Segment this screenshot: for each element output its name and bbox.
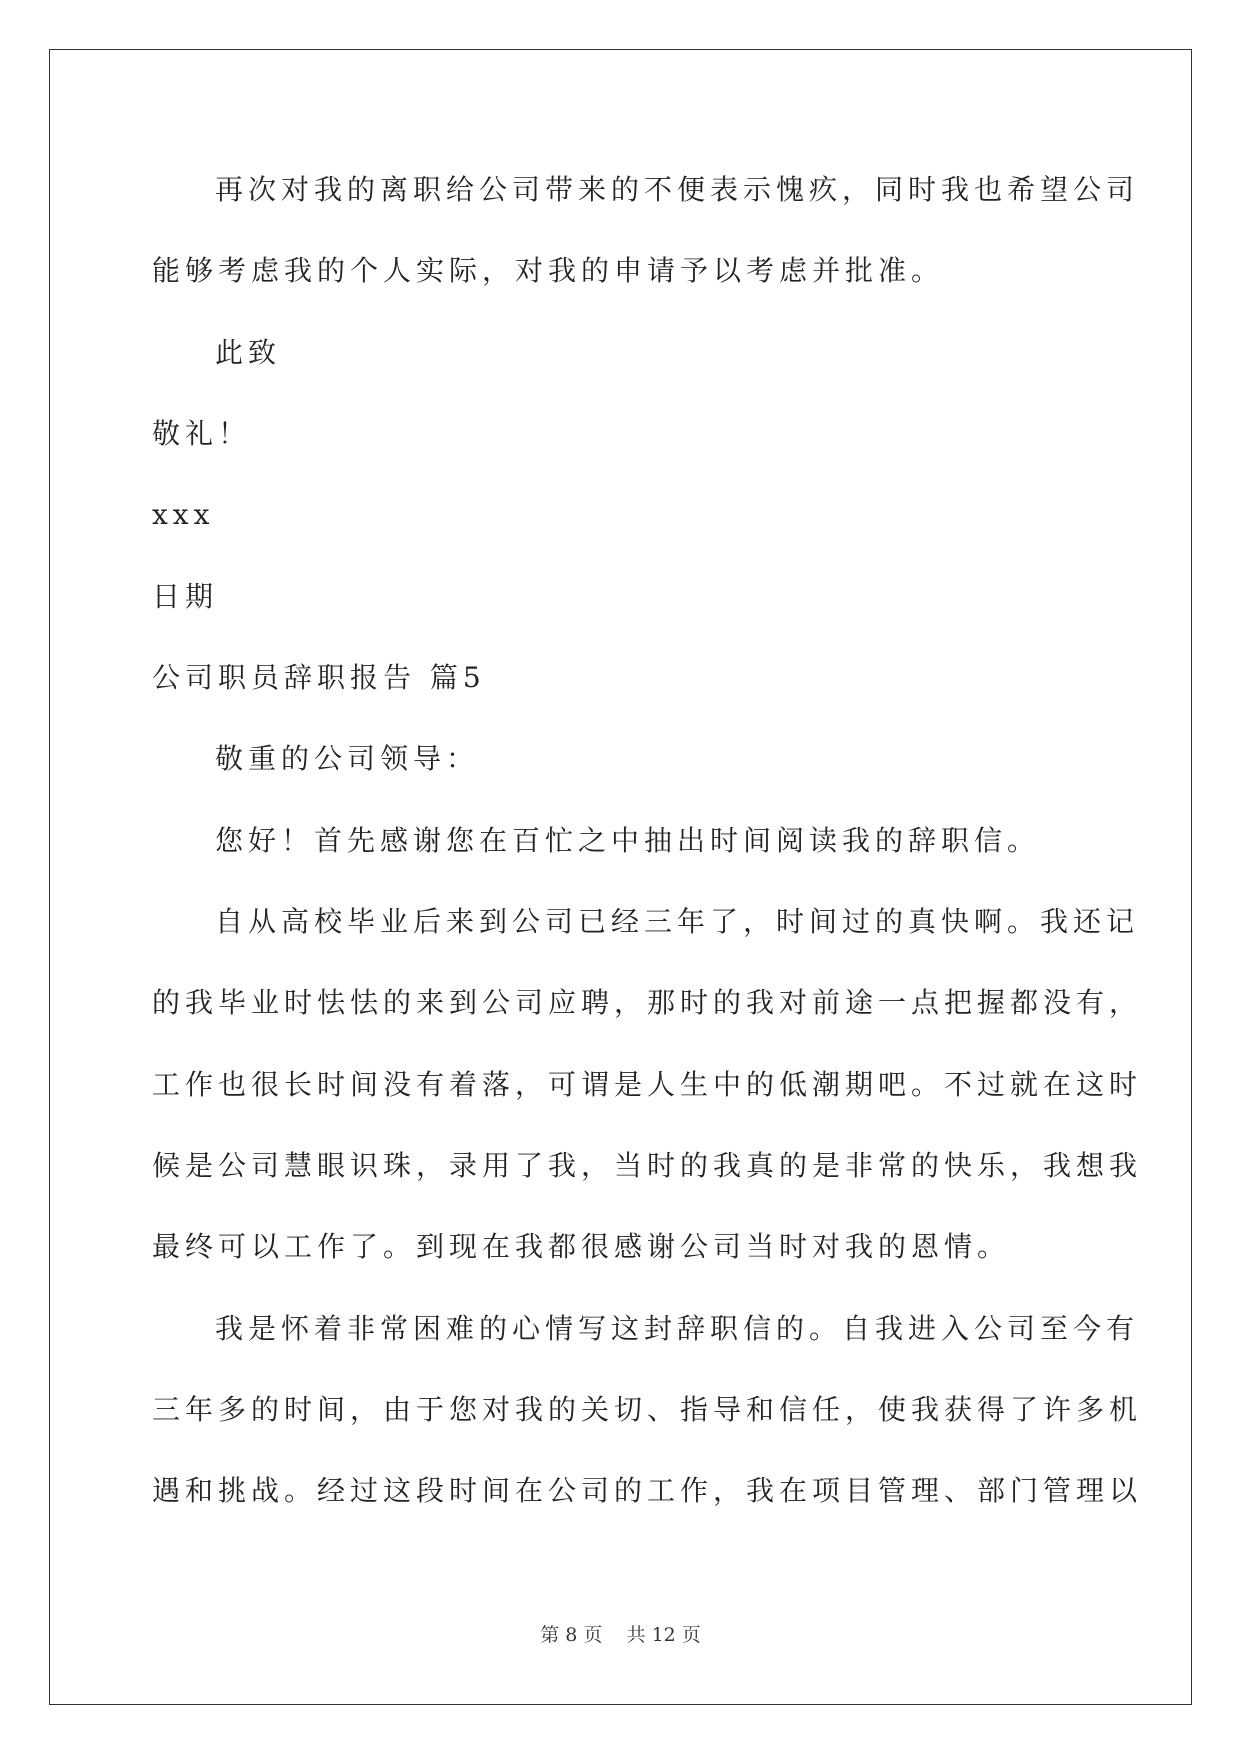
page-border: [49, 49, 1192, 1705]
paragraph-line: 我是怀着非常困难的心情写这封辞职信的。自我进入公司至今有: [215, 1312, 1140, 1345]
closing-regards: 敬礼！: [152, 417, 252, 450]
paragraph-line: 工作也很长时间没有着落，可谓是人生中的低潮期吧。不过就在这时: [152, 1068, 1143, 1101]
signature-name: xxx: [152, 498, 215, 531]
paragraph-line: 三年多的时间，由于您对我的关切、指导和信任，使我获得了许多机: [152, 1393, 1143, 1426]
page-number-footer: 第 8 页 共 12 页: [540, 1624, 701, 1646]
paragraph-line: 自从高校毕业后来到公司已经三年了，时间过的真快啊。我还记: [215, 905, 1140, 938]
paragraph-line: 您好！首先感谢您在百忙之中抽出时间阅读我的辞职信。: [215, 824, 1041, 857]
paragraph-line: 候是公司慧眼识珠，录用了我，当时的我真的是非常的快乐，我想我: [152, 1149, 1143, 1182]
letter-greeting: 敬重的公司领导：: [215, 742, 480, 775]
paragraph-line: 再次对我的离职给公司带来的不便表示愧疚，同时我也希望公司: [215, 173, 1140, 206]
paragraph-line: 能够考虑我的个人实际，对我的申请予以考虑并批准。: [152, 254, 945, 287]
signature-date: 日期: [152, 580, 219, 613]
paragraph-line: 的我毕业时怯怯的来到公司应聘，那时的我对前途一点把握都没有，: [152, 986, 1143, 1019]
paragraph-line: 最终可以工作了。到现在我都很感谢公司当时对我的恩情。: [152, 1230, 1011, 1263]
paragraph-line: 遇和挑战。经过这段时间在公司的工作，我在项目管理、部门管理以: [152, 1474, 1143, 1507]
section-heading: 公司职员辞职报告 篇5: [152, 661, 486, 694]
closing-salutation: 此致: [215, 336, 282, 369]
